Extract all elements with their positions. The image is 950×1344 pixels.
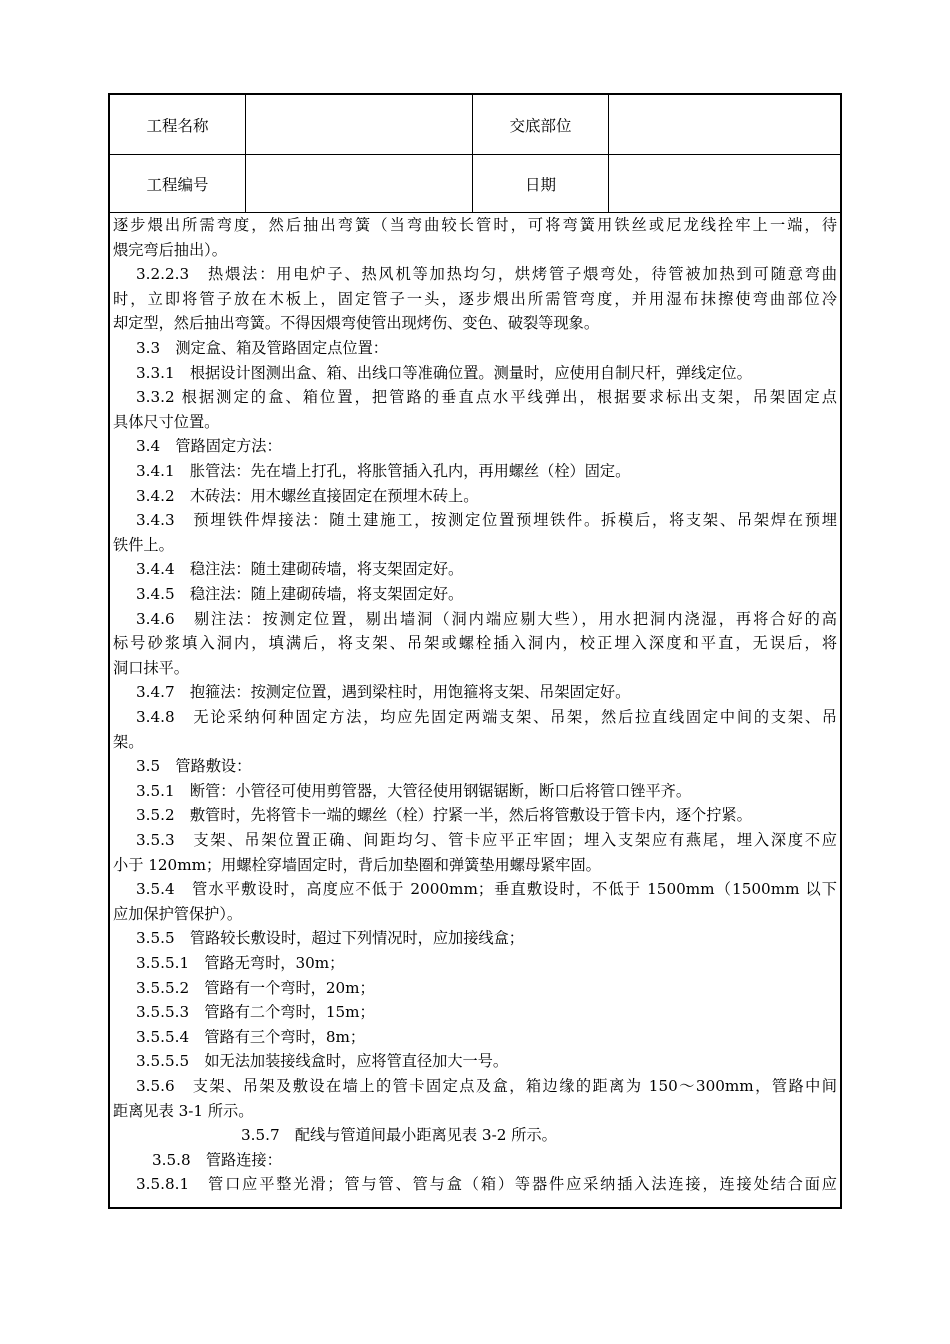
text-line: 3.2.2.3 热煨法：用电炉子、热风机等加热均匀，烘烤管子煨弯处，待管被加热到可随意弯曲 [136,265,837,284]
location-label: 交底部位 [509,116,572,135]
text-line: 距离见表 3-1 所示。 [113,1101,254,1120]
text-line: 却定型，然后抽出弯簧。不得因煨弯使管出现烤伤、变色、破裂等现象。 [113,314,599,333]
text-line: 铁件上。 [113,535,174,554]
text-line: 3.5.3 支架、吊架位置正确、间距均匀、管卡应平正牢固；埋入支架应有燕尾，埋入深度不应 [136,831,837,849]
project-no-label: 工程编号 [146,176,209,194]
text-line: 3.4 管路固定方法： [136,437,282,456]
text-line: 3.5.8.1 管口应平整光滑；管与管、管与盒（箱）等器件应采纳插入法连接，连接处结合面应 [136,1175,837,1194]
header-table [110,95,840,213]
text-line: 小于 120mm；用螺栓穿墙固定时，背后加垫圈和弹簧垫用螺母紧牢固。 [113,855,601,874]
text-line: 3.4.6 剔注法：按测定位置，剔出墙洞（洞内端应剔大些），用水把洞内浇湿，再将合好的高 [136,609,837,628]
text-line: 3.4.7 抱箍法：按测定位置，遇到梁柱时，用饱箍将支架、吊架固定好。 [136,683,631,702]
text-line: 标号砂浆填入洞内，填满后，将支架、吊架或螺栓插入洞内，校正埋入深度和平直，无误后，将 [113,634,837,653]
project-name-label: 工程名称 [146,116,209,135]
text-line: 3.3 测定盒、箱及管路固定点位置： [136,339,388,357]
text-line: 架。 [113,732,144,751]
disclosure-sheet [108,93,842,1209]
project-name-value [246,95,472,154]
location-value [609,95,840,154]
text-line: 3.4.2 木砖法：用木螺丝直接固定在预埋木砖上。 [136,486,479,505]
text-line: 3.4.3 预埋铁件焊接法：随土建施工，按测定位置预埋铁件。拆模后，将支架、吊架焊在预埋 [136,511,837,530]
date-label: 日期 [524,176,556,194]
text-line: 3.4.5 稳注法：随上建砌砖墙，将支架固定好。 [136,585,464,603]
text-line: 时，立即将管子放在木板上，固定管子一头，逐步煨出所需管弯度，并用湿布抹擦使弯曲部位冷 [113,289,837,308]
divider [110,154,840,155]
text-line: 逐步煨出所需弯度，然后抽出弯簧（当弯曲较长管时，可将弯簧用铁丝或尼龙线拴牢上一端，待 [113,216,837,234]
text-line: 3.5.2 敷管时，先将管卡一端的螺丝（栓）拧紧一半，然后将管敷设于管卡内，逐个拧紧。 [136,806,752,825]
text-line: 3.5.5 管路较长敷设时，超过下列情况时，应加接线盒； [136,929,524,948]
text-line: 3.3.2 根据测定的盒、箱位置，把管路的垂直点水平线弹出，根据要求标出支架，吊架固定点 [136,388,837,407]
date-value [609,155,840,213]
project-no-value [246,155,472,213]
text-line: 3.5.5.2 管路有一个弯时，20m； [136,978,375,997]
text-line: 3.4.4 稳注法：随土建砌砖墙，将支架固定好。 [136,560,464,579]
text-line: 洞口抹平。 [113,658,189,677]
text-line: 3.5.8 管路连接： [152,1150,282,1169]
text-line: 3.5.1 断管：小管径可使用剪管器，大管径使用钢锯锯断，断口后将管口锉平齐。 [136,781,692,800]
text-line: 3.4.8 无论采纳何种固定方法，均应先固定两端支架、吊架，然后拉直线固定中间的支架、吊 [136,708,837,726]
text-line: 3.4.1 胀管法：先在墙上打孔，将胀管插入孔内，再用螺丝（栓）固定。 [136,462,631,480]
text-line: 3.5.5.5 如无法加装接线盒时，应将管直径加大一号。 [136,1052,509,1071]
text-line: 3.5.5.4 管路有三个弯时，8m； [136,1027,366,1046]
text-line: 3.5.6 支架、吊架及敷设在墙上的管卡固定点及盒，箱边缘的距离为 150～300mm，管路中间 [136,1077,837,1095]
text-line: 具体尺寸位置。 [113,412,220,431]
text-line: 应加保护管保护）。 [113,904,243,923]
text-line: 3.3.1 根据设计图测出盒、箱、出线口等准确位置。测量时，应使用自制尺杆，弹线定位。 [136,363,752,382]
text-line: 3.5.4 管水平敷设时，高度应不低于 2000mm；垂直敷设时，不低于 1500mm（1500mm 以下 [136,880,837,899]
text-line: 3.5.7 配线与管道间最小距离见表 3-2 所示。 [241,1126,557,1145]
text-line: 3.5.5.1 管路无弯时，30m； [136,954,345,972]
text-line: 3.5 管路敷设： [136,757,252,776]
text-line: 3.5.5.3 管路有二个弯时，15m； [136,1003,375,1022]
text-line: 煨完弯后抽出）。 [113,240,227,259]
